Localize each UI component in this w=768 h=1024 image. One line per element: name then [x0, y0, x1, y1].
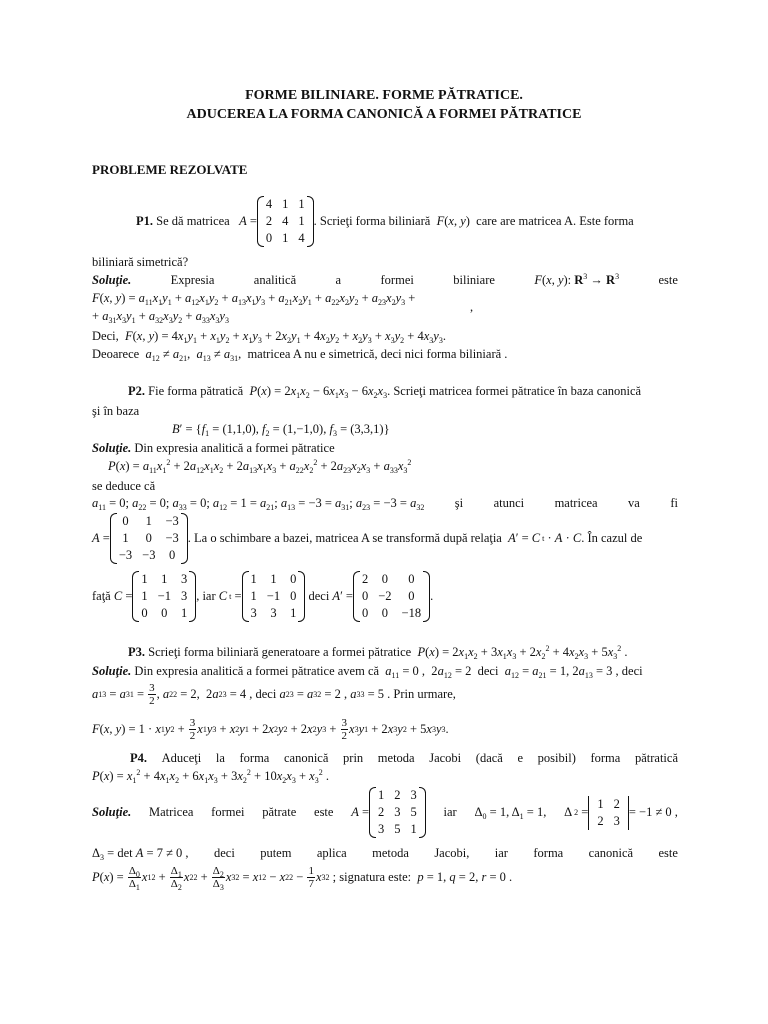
p2-in-cazul: . În cazul de: [581, 531, 643, 545]
word: forma: [533, 846, 564, 860]
p4-det2: 1 2 2 3: [588, 796, 629, 830]
p4-matrix-group: A = 1 2 3 2 3 5 3 5 1: [351, 787, 426, 838]
p1-text-after: . Scrieţi forma biliniară: [313, 214, 431, 228]
p3-text: Scrieţi forma biliniară generatoare a formei pătratice: [148, 645, 412, 659]
p2-matrix-line: A = 0 1 −3 1 0 −3 −3 −3 0 . La o schimbare a bazei, matricea A se transformă după relaţia A ′ = C t · A · C . În cazul de: [92, 514, 643, 562]
word: analitică: [253, 273, 297, 287]
p2-solution-label: Soluţie.: [92, 441, 132, 455]
word: prin: [343, 751, 364, 765]
p1-text-before: Se dă matricea: [156, 214, 230, 228]
word: metoda: [372, 846, 409, 860]
word: matricea: [554, 496, 598, 510]
p1-formula-1: F(x, $y) = a_{11}x_1y_1 + a_{12}x_1y_2 + a_{13}x_1y_3 + a_{21}x_2y_1 + a_{22}x_2y_2 + a_{23}x_2y_3$ +: [92, 291, 416, 307]
word: şi: [454, 496, 464, 510]
word: iar: [494, 846, 508, 860]
p2-se-deduce: se deduce că: [92, 479, 156, 493]
word: la: [215, 751, 225, 765]
word: Expresia: [170, 273, 215, 287]
p4-solution-label: Soluţie.: [92, 805, 132, 819]
iar-label: , iar: [196, 589, 216, 603]
p2-solution: [92, 440, 335, 456]
word: canonică: [283, 751, 329, 765]
p1-solution-line: [92, 272, 678, 288]
p4-quadratic-form: $P(x) = x_1^2 + 4x_1x_2 + 6x_1x_3 + 3x_2^2 + 10x_2x_3 + x_3^2$ .: [92, 768, 329, 785]
word: forma: [590, 751, 621, 765]
p4-delta2: Δ 2 = 1 2 2 3 = −1 ≠ 0 ,: [564, 796, 678, 828]
p2-statement: P2. Fie forma pătratică $P(x) = 2x_1x_2 - 6x_1x_3 - 6x_2x_3$. Scrieţi matricea formei pătratice în baza canonică: [128, 384, 642, 400]
word: Aduceţi: [161, 751, 202, 765]
p4-label: P4.: [130, 751, 148, 765]
p3-coefficients: a 13 = a 31 = 3 2 , a 22 = 2, 2 a 23 = 4 , deci a 23 = a 32 = 2 , a 33 = 5 . Prin urmare,: [92, 682, 456, 707]
p3-solution-label: Soluţie.: [92, 664, 132, 678]
p4-statement: [130, 750, 678, 766]
p1-formula-2: + $a_{31}x_3y_1 + a_{32}x_3y_2 + a_{33}x_3y_3$: [92, 309, 229, 325]
word: biliniare: [453, 273, 495, 287]
word: deci: [213, 846, 235, 860]
p4-signature-label: ; signatura este:: [332, 870, 412, 884]
p2-text: Fie forma pătratică: [148, 384, 244, 398]
p3-label: P3.: [128, 645, 146, 659]
p4-delta3-line: $\Delta_3 = \det A = 7 \ne 0$ , deci putem aplica metoda Jacobi, iar forma canonică este: [92, 846, 678, 862]
title-line-2: ADUCEREA LA FORMA CANONICĂ A FORMEI PĂTRATICE: [186, 107, 582, 122]
fata-label: faţă: [92, 589, 111, 603]
p3-statement: P3. Scrieţi forma biliniară generatoare a formei pătratice $P(x) = 2x_1x_2 + 3x_1x_3 + 2x_2^2 + 4x_2x_3 + 5x_3^2$ .: [128, 644, 628, 661]
word: Jacobi: [429, 751, 462, 765]
word: putem: [260, 846, 292, 860]
p2-matrix-a: 0 1 −3 1 0 −3 −3 −3 0: [110, 513, 188, 564]
word: este: [658, 846, 678, 860]
p1-line2: biliniară simetrică?: [92, 255, 189, 269]
p2-solution-text: Din expresia analitică a formei pătratice: [134, 441, 335, 455]
p1-statement: P1. Se dă matricea A = 4 1 1 2 4 1 0 1 4 . Scrieţi forma biliniară F ( x , y ) care are matricea A. Este forma: [136, 197, 634, 245]
word: iar: [443, 805, 457, 819]
p3-solution: Soluţie. Din expresia analitică a formei pătratice avem că $a_{11} = 0$ , $2a_{12} = 2$ deci $a_{12} = a_{21} = 1$, $2a_{13} = 3$ , deci: [92, 664, 643, 680]
word: canonică: [588, 846, 634, 860]
p2-matrix-c: 1 1 3 1 −1 3 0 0 1: [132, 571, 196, 622]
p2-formula: $P(x) = a_{11}x_1^2 + 2a_{12}x_1x_2 + 2a_{13}x_1x_3 + a_{22}x_2^2 + 2a_{23}x_2x_3 + a_{33}x_3^2$: [108, 458, 412, 475]
word: pătrate: [262, 805, 297, 819]
p1-map: F(x, y): $R^3 \to R^3$: [534, 272, 620, 287]
word: forma: [239, 751, 270, 765]
word: este: [658, 273, 678, 287]
p4-matrix-a: 1 2 3 2 3 5 3 5 1: [369, 787, 426, 838]
p1-solution-label: Soluţie.: [92, 273, 132, 287]
p3-bilinear-form: F ( x , y ) = 1 · x 1 y 2 + 3 2 x 1 y 3 + x 2 y 1 + 2 x 2 y 2 + 2 x 2 y 3 + 3 2 x 3 y 1 + 2 x 3 y 2 + 5 x 3 y 3 .: [92, 717, 449, 742]
p3-solution-text: Din expresia analitică a formei pătratice avem că: [134, 664, 380, 678]
word: Matricea: [149, 805, 194, 819]
deci-label: deci: [308, 589, 330, 603]
p4-canonical-form: P ( x ) = $\Delta_0$ $\Delta_1$ x 1 2 + $\Delta_1$ $\Delta_2$ x 2 2 + $\Delta_2$ $\Delta_3$ x 3 2 = x 1 2 − x 2 2 − 1 7 x 3 2 ; signatura este: p = 1, q = 2, r = 0 .: [92, 865, 513, 892]
title-line-1: FORME BILINIARE. FORME PĂTRATICE.: [245, 88, 523, 103]
prin-urmare: Prin urmare,: [393, 687, 456, 701]
word: pătratică: [634, 751, 678, 765]
p1-formula-3: Deci, F(x, $y) = 4x_1y_1 + x_1y_2 + x_1y_3 + 2x_2y_1 + 4x_2y_2 + x_2y_3 + x_3y_2 + 4x_3y_3$.: [92, 329, 446, 345]
p4-solution-line: [92, 787, 678, 838]
comma: ,: [470, 300, 474, 314]
word: este: [314, 805, 334, 819]
p1-text-after2: care are matricea A. Este forma: [476, 214, 634, 228]
word: (dacă: [475, 751, 503, 765]
p2-coefficients: $a_{11} = 0$; $a_{22} = 0$; $a_{33} = 0$; $a_{12} = 1 = a_{21}$; $a_{13} = -3 = a_{31}$; $a_{23} = -3 = a_{32}$ şi atunci matricea va fi: [92, 496, 678, 512]
p2-matrix-ct: 1 1 0 1 −1 0 3 3 1: [242, 571, 306, 622]
p1-matrix: 4 1 1 2 4 1 0 1 4: [257, 196, 314, 247]
section-heading: PROBLEME REZOLVATE: [92, 162, 248, 177]
word: a: [335, 273, 342, 287]
p4-deltas: $\Delta_0 = 1$, $\Delta_1 = 1$,: [474, 805, 547, 821]
deci-label: deci: [255, 687, 277, 701]
p2-matrix-ap: 2 0 0 0 −2 0 0 0 −18: [353, 571, 430, 622]
deoarece-label: Deoarece: [92, 347, 140, 361]
word: e: [517, 751, 524, 765]
word: va: [628, 496, 640, 510]
p2-text2: . Scrieţi matricea formei pătratice în baza canonică: [387, 384, 642, 398]
word: atunci: [493, 496, 525, 510]
p1-conclusion: Deoarece $a_{12} \ne a_{21}$, $a_{13} \ne a_{31}$, matricea A nu e simetrică, deci nici forma biliniară .: [92, 347, 508, 363]
word: metoda: [377, 751, 415, 765]
word: aplica: [316, 846, 347, 860]
word: formei: [211, 805, 245, 819]
word: Jacobi,: [434, 846, 470, 860]
deci-label: Deci,: [92, 329, 119, 343]
p2-change-matrices: faţă C = 1 1 3 1 −1 3 0 0 1 , iar C t = 1 1 0 1 −1 0 3 3 1 deci A ′ = 2 0 0 0 −2 0 0 0 −18 .: [92, 572, 434, 620]
p2-basis: $B' = \{f_1 = (1,1,0)$, $f_2 = (1,-1,0)$, $f_3 = (3,3,1)$}: [172, 422, 390, 438]
word: formei: [380, 273, 414, 287]
p1-conclusion-text: matricea A nu e simetrică, deci nici forma biliniară .: [247, 347, 508, 361]
p2-change-text: . La o schimbare a bazei, matricea A se transformă după relaţia: [187, 531, 502, 545]
deci-label: deci: [621, 664, 643, 678]
p1-label: P1.: [136, 214, 154, 228]
deci-label: deci: [477, 664, 499, 678]
p2-line2: şi în baza: [92, 404, 140, 418]
word: fi: [670, 496, 678, 510]
word: posibil): [537, 751, 576, 765]
p2-label: P2.: [128, 384, 146, 398]
